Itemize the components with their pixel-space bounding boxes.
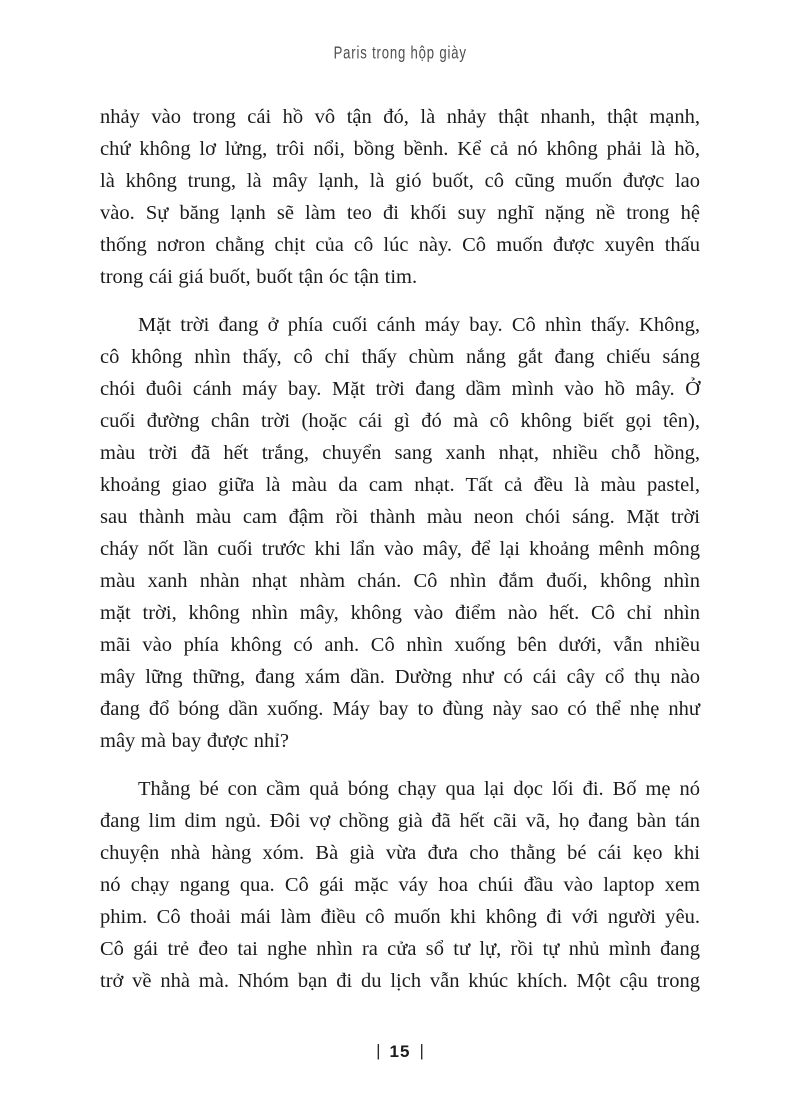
text-line: chói đuôi cánh máy bay. Mặt trời đang dầm mình vào hồ mây. Ở [100, 378, 700, 400]
text-line: vào. Sự băng lạnh sẽ làm teo đi khối suy nghĩ nặng nề trong hệ [100, 202, 700, 224]
text-line: mặt trời, không nhìn mây, không vào điểm nào hết. Cô chỉ nhìn [100, 602, 700, 624]
text-line: khoảng giao giữa là màu da cam nhạt. Tất cả đều là màu pastel, [100, 474, 700, 496]
text-line: phim. Cô thoải mái làm điều cô muốn khi không đi với người yêu. [100, 906, 700, 928]
running-header [0, 44, 800, 62]
text-line: nhảy vào trong cái hồ vô tận đó, là nhảy thật nhanh, thật mạnh, [100, 106, 700, 128]
text-line: Thằng bé con cầm quả bóng chạy qua lại dọc lối đi. Bố mẹ nó [138, 778, 700, 800]
text-line: đang đổ bóng dần xuống. Máy bay to đùng này sao có thể nhẹ như [100, 698, 700, 720]
running-header-title: Paris trong hộp giày [333, 44, 467, 64]
text-line: mãi vào phía không có anh. Cô nhìn xuống bên dưới, vẫn nhiều [100, 634, 700, 656]
page-footer [0, 1042, 800, 1062]
text-line: nó chạy ngang qua. Cô gái mặc váy hoa chúi đầu vào laptop xem [100, 874, 700, 896]
text-line: trở về nhà mà. Nhóm bạn đi du lịch vẫn khúc khích. Một cậu trong [100, 970, 700, 992]
page-number: 15 [389, 1042, 411, 1061]
text-line: màu xanh nhàn nhạt nhàm chán. Cô nhìn đắm đuối, không nhìn [100, 570, 700, 592]
text-line: Mặt trời đang ở phía cuối cánh máy bay. Cô nhìn thấy. Không, [138, 314, 700, 336]
text-line: Cô gái trẻ đeo tai nghe nhìn ra cửa sổ tư lự, rồi tự nhủ mình đang [100, 938, 700, 960]
footer-left-bar: | [376, 1041, 381, 1060]
text-line: cô không nhìn thấy, cô chỉ thấy chùm nắng gắt đang chiếu sáng [100, 346, 700, 368]
footer-right-bar: | [419, 1041, 424, 1060]
text-line: mây mà bay được nhỉ? [100, 730, 290, 752]
text-line: màu trời đã hết trắng, chuyển sang xanh nhạt, nhiều chỗ hồng, [100, 442, 700, 464]
text-line: sau thành màu cam đậm rồi thành màu neon chói sáng. Mặt trời [100, 506, 700, 528]
text-line: là không trung, là mây lạnh, là gió buốt, cô cũng muốn được lao [100, 170, 700, 192]
text-line: đang lim dim ngủ. Đôi vợ chồng già đã hết cãi vã, họ đang bàn tán [100, 810, 700, 832]
text-line: chuyện nhà hàng xóm. Bà già vừa đưa cho thằng bé cái kẹo khi [100, 842, 700, 864]
text-line: thống nơron chằng chịt của cô lúc này. Cô muốn được xuyên thấu [100, 234, 700, 256]
paragraph [100, 773, 700, 997]
text-line: mây lững thững, đang xám dần. Dường như có cái cây cổ thụ nào [100, 666, 700, 688]
text-line: chứ không lơ lửng, trôi nổi, bồng bềnh. Kể cả nó không phải là hồ, [100, 138, 700, 160]
paragraph [100, 309, 700, 757]
text-line: cuối đường chân trời (hoặc cái gì đó mà cô không biết gọi tên), [100, 410, 700, 432]
paragraph [100, 101, 700, 293]
page-body-text [100, 101, 700, 997]
text-line: cháy nốt lần cuối trước khi lẩn vào mây, để lại khoảng mênh mông [100, 538, 700, 560]
text-line: trong cái giá buốt, buốt tận óc tận tim. [100, 266, 418, 288]
